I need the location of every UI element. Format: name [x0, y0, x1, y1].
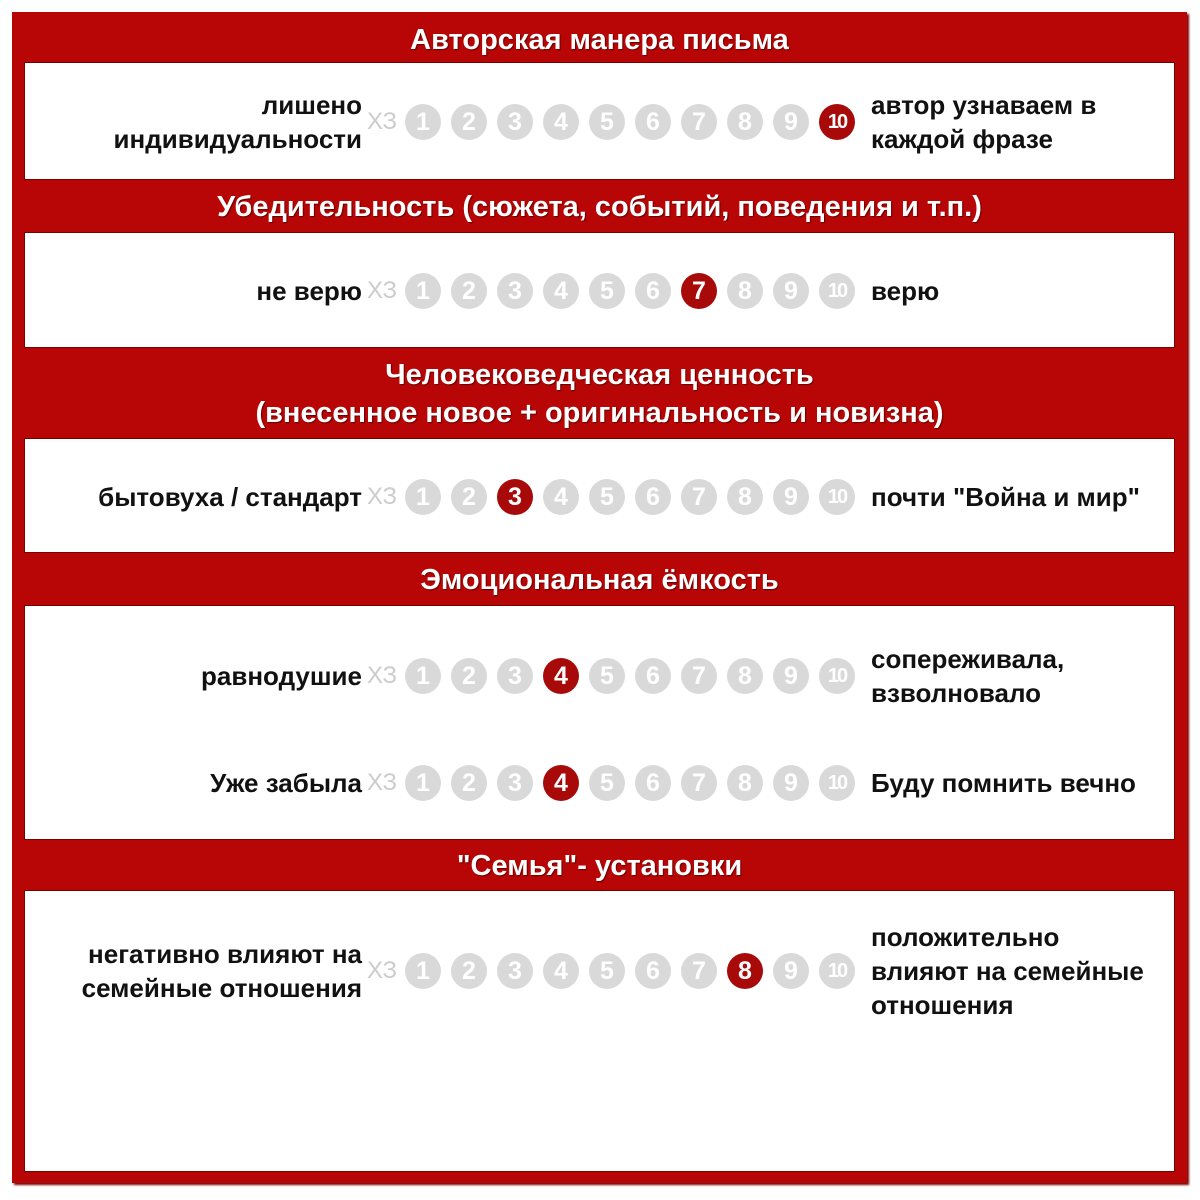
- rating-option-3[interactable]: 3: [497, 953, 533, 989]
- rating-option-3[interactable]: 3: [497, 479, 533, 515]
- rating-option-1[interactable]: 1: [405, 273, 441, 309]
- rating-option-5[interactable]: 5: [589, 479, 625, 515]
- section-panel: [24, 438, 1175, 553]
- unknown-option[interactable]: ХЗ: [367, 277, 397, 304]
- rating-option-3[interactable]: 3: [497, 273, 533, 309]
- section-title: Эмоциональная ёмкость: [420, 564, 779, 596]
- rating-option-8[interactable]: 8: [727, 479, 763, 515]
- rating-option-10[interactable]: 10: [819, 658, 855, 694]
- unknown-option[interactable]: ХЗ: [367, 769, 397, 796]
- rating-option-5[interactable]: 5: [589, 104, 625, 140]
- right-label: автор узнаваем в каждой фразе: [871, 90, 1097, 154]
- rating-option-9[interactable]: 9: [773, 953, 809, 989]
- rating-option-6[interactable]: 6: [635, 765, 671, 801]
- section-panel: [24, 890, 1175, 1172]
- rating-option-1[interactable]: 1: [405, 104, 441, 140]
- left-label: негативно влияют на семейные отношения: [81, 939, 362, 1003]
- left-label: равнодушие: [201, 661, 362, 691]
- right-label: Буду помнить вечно: [871, 768, 1136, 798]
- rating-option-3[interactable]: 3: [497, 104, 533, 140]
- right-label: сопереживала, взволновало: [871, 644, 1065, 708]
- unknown-option[interactable]: ХЗ: [367, 957, 397, 984]
- rating-option-5[interactable]: 5: [589, 765, 625, 801]
- rating-option-10[interactable]: 10: [819, 479, 855, 515]
- rating-option-4[interactable]: 4: [543, 953, 579, 989]
- rating-option-5[interactable]: 5: [589, 273, 625, 309]
- rating-option-4[interactable]: 4: [543, 658, 579, 694]
- rating-option-5[interactable]: 5: [589, 658, 625, 694]
- rating-option-9[interactable]: 9: [773, 479, 809, 515]
- rating-row: [25, 922, 1176, 1020]
- section-panel: [24, 605, 1175, 840]
- rating-option-6[interactable]: 6: [635, 953, 671, 989]
- right-label: почти "Война и мир": [871, 481, 1140, 512]
- rating-row: [25, 439, 1176, 554]
- section-title: Авторская манера письма: [410, 24, 789, 56]
- rating-option-8[interactable]: 8: [727, 104, 763, 140]
- rating-row: [25, 233, 1176, 349]
- rating-option-2[interactable]: 2: [451, 953, 487, 989]
- right-label: верю: [871, 276, 940, 306]
- section-title: "Семья"- установки: [456, 850, 743, 882]
- rating-option-4[interactable]: 4: [543, 104, 579, 140]
- section-panel: [24, 62, 1175, 180]
- unknown-option[interactable]: ХЗ: [367, 108, 397, 135]
- rating-option-7[interactable]: 7: [681, 273, 717, 309]
- rating-option-6[interactable]: 6: [635, 658, 671, 694]
- rating-option-2[interactable]: 2: [451, 273, 487, 309]
- rating-option-1[interactable]: 1: [405, 953, 441, 989]
- rating-option-9[interactable]: 9: [773, 765, 809, 801]
- rating-option-9[interactable]: 9: [773, 658, 809, 694]
- rating-option-6[interactable]: 6: [635, 104, 671, 140]
- rating-option-2[interactable]: 2: [451, 479, 487, 515]
- rating-option-1[interactable]: 1: [405, 658, 441, 694]
- rating-option-7[interactable]: 7: [681, 479, 717, 515]
- rating-option-3[interactable]: 3: [497, 765, 533, 801]
- rating-option-2[interactable]: 2: [451, 658, 487, 694]
- rating-option-10[interactable]: 10: [819, 273, 855, 309]
- left-label: не верю: [256, 276, 362, 306]
- rating-option-10[interactable]: 10: [819, 953, 855, 989]
- rating-option-8[interactable]: 8: [727, 658, 763, 694]
- right-label: положительно влияют на семейные отношения: [871, 922, 1144, 1020]
- section-title: Человековедческая ценность (внесенное новое + оригинальность и новизна): [255, 359, 944, 429]
- rating-option-10[interactable]: 10: [819, 765, 855, 801]
- rating-option-5[interactable]: 5: [589, 953, 625, 989]
- section-title: Убедительность (сюжета, событий, поведения и т.п.): [217, 191, 982, 223]
- section-panel: [24, 232, 1175, 348]
- rating-option-9[interactable]: 9: [773, 104, 809, 140]
- left-label: Уже забыла: [210, 768, 362, 798]
- rating-option-1[interactable]: 1: [405, 765, 441, 801]
- left-label: бытовуха / стандарт: [98, 481, 362, 512]
- rating-option-4[interactable]: 4: [543, 479, 579, 515]
- rating-option-4[interactable]: 4: [543, 765, 579, 801]
- rating-option-7[interactable]: 7: [681, 765, 717, 801]
- rating-option-7[interactable]: 7: [681, 953, 717, 989]
- rating-row: [25, 626, 1176, 726]
- rating-option-7[interactable]: 7: [681, 658, 717, 694]
- rating-option-3[interactable]: 3: [497, 658, 533, 694]
- rating-option-2[interactable]: 2: [451, 104, 487, 140]
- unknown-option[interactable]: ХЗ: [367, 662, 397, 689]
- rating-option-7[interactable]: 7: [681, 104, 717, 140]
- rating-option-9[interactable]: 9: [773, 273, 809, 309]
- rating-option-8[interactable]: 8: [727, 273, 763, 309]
- rating-row: [25, 743, 1176, 823]
- rating-option-8[interactable]: 8: [727, 765, 763, 801]
- rating-option-4[interactable]: 4: [543, 273, 579, 309]
- rating-card: [12, 12, 1187, 1183]
- left-label: лишено индивидуальности: [113, 90, 362, 154]
- rating-row: [25, 63, 1176, 181]
- rating-option-1[interactable]: 1: [405, 479, 441, 515]
- unknown-option[interactable]: ХЗ: [367, 482, 397, 510]
- rating-option-6[interactable]: 6: [635, 273, 671, 309]
- rating-option-6[interactable]: 6: [635, 479, 671, 515]
- rating-option-8[interactable]: 8: [727, 953, 763, 989]
- rating-option-2[interactable]: 2: [451, 765, 487, 801]
- rating-option-10[interactable]: 10: [819, 104, 855, 140]
